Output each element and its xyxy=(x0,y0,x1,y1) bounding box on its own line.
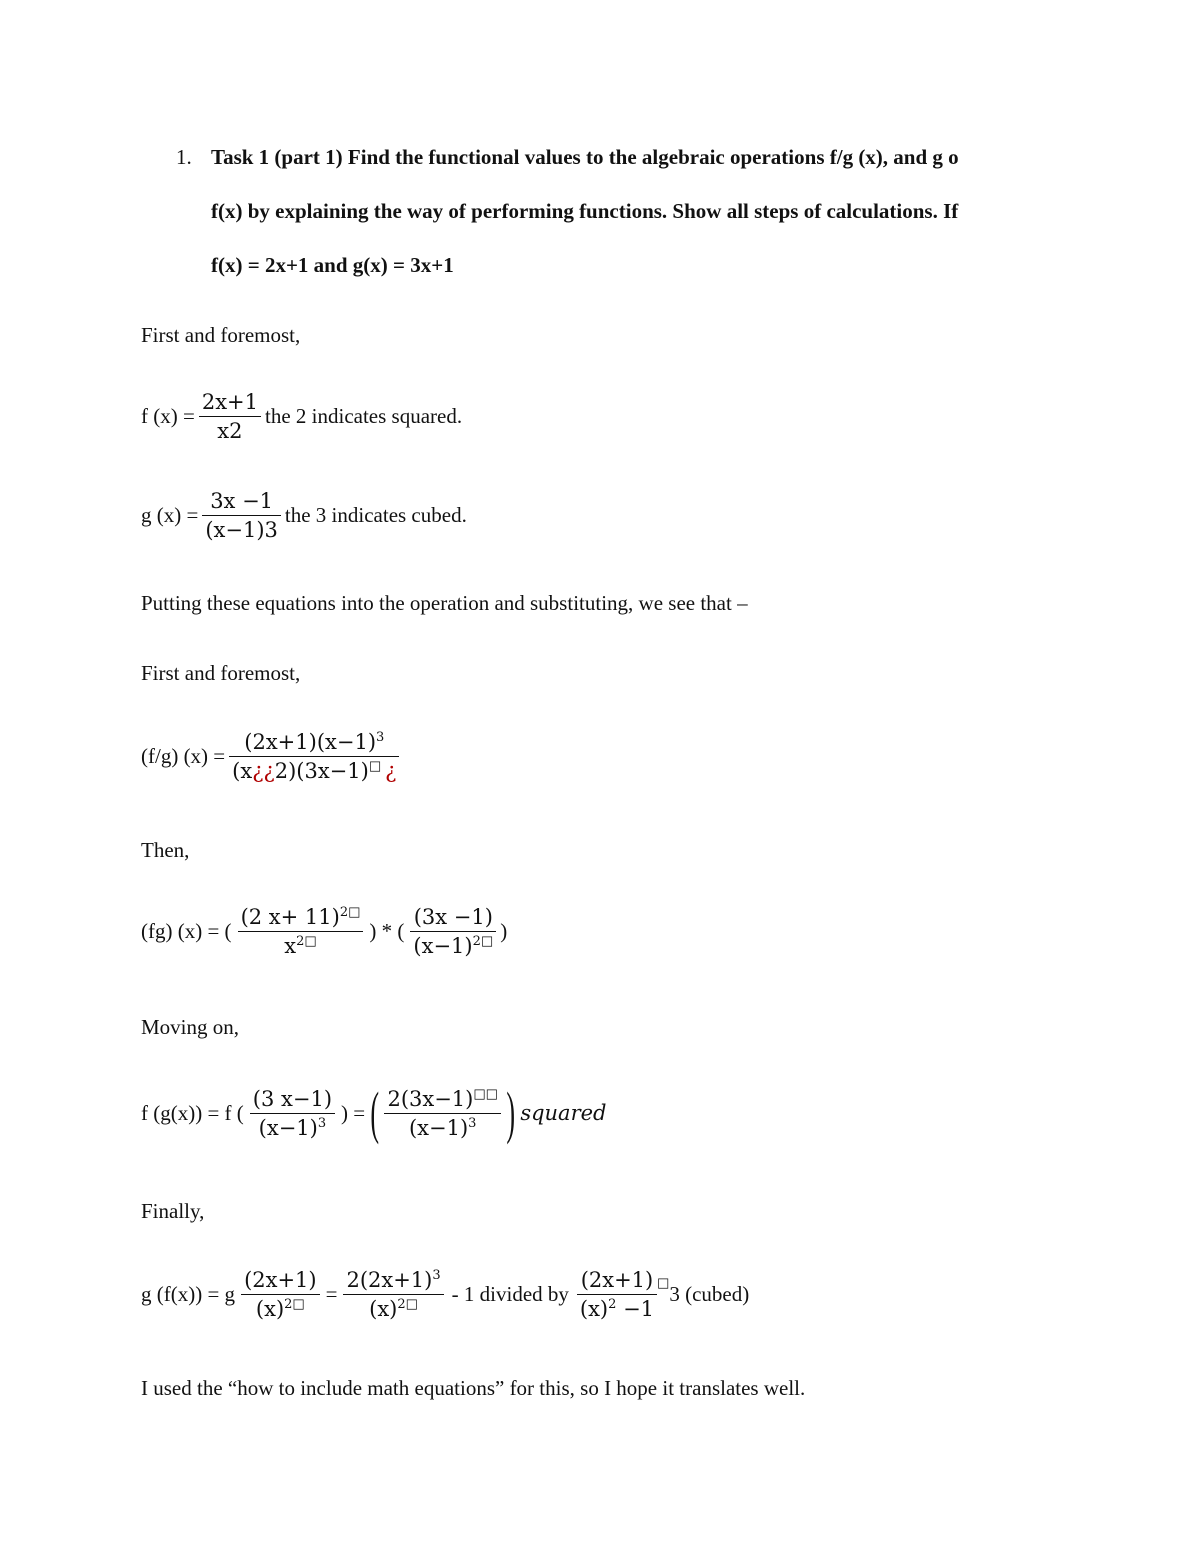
eq-fg-den-1-exponent: 2□ xyxy=(296,934,317,949)
eq-f-lhs: f (x) = xyxy=(141,404,195,428)
eq-fdivg-den-b: 2)(3x−1) xyxy=(274,759,369,783)
eq-fdivg-num-exponent: 3 xyxy=(376,730,385,745)
eq-fg-fraction-2 xyxy=(410,905,496,958)
eq-gof-den-3-text: (x) xyxy=(579,1297,609,1321)
eq-fog-lhs: f (g(x)) = f ( xyxy=(141,1100,244,1125)
eq-gof-equals: = xyxy=(325,1282,338,1306)
equation-fg-product xyxy=(141,905,507,958)
eq-f-denominator: x2 xyxy=(217,419,243,443)
eq-fg-num-1-exponent: 2□ xyxy=(339,905,361,920)
list-number: 1. xyxy=(176,145,192,169)
eq-fg-num-1-text: (2 x+ 11) xyxy=(240,905,340,929)
equation-f xyxy=(141,390,462,443)
eq-fog-num-2-exponent: □□ xyxy=(473,1086,498,1102)
equation-g-of-f xyxy=(141,1268,749,1321)
eq-f-fraction xyxy=(199,390,261,443)
eq-gof-num-2-text: 2(2x+1) xyxy=(346,1268,433,1292)
eq-g-numerator: 3x −1 xyxy=(202,489,281,516)
eq-fog-squared: squared xyxy=(520,1101,607,1125)
eq-g-denominator: (x−1)3 xyxy=(205,518,278,542)
eq-fdivg-numerator xyxy=(229,730,399,757)
eq-fg-den-2-exponent: 2□ xyxy=(472,934,494,949)
eq-fg-den-2-text: (x−1) xyxy=(413,934,473,958)
eq-g-lhs: g (x) = xyxy=(141,503,199,527)
paragraph-putting: Putting these equations into the operation and substituting, we see that – xyxy=(141,591,748,615)
eq-gof-num-3: (2x+1) xyxy=(577,1268,657,1295)
eq-fog-num-1: (3 x−1) xyxy=(250,1087,335,1114)
eq-fog-den-1-text: (x−1) xyxy=(258,1115,318,1140)
eq-fog-den-1-exponent: 3 xyxy=(317,1115,327,1131)
eq-gof-den-2-text: (x) xyxy=(369,1297,398,1321)
eq-fdivg-denominator xyxy=(229,757,399,783)
eq-fog-mid: ) = xyxy=(341,1100,366,1125)
eq-g-fraction xyxy=(202,489,281,542)
paragraph-finally: Finally, xyxy=(141,1199,205,1223)
eq-fg-lhs: (fg) (x) = ( xyxy=(141,919,232,943)
equation-f-of-g xyxy=(141,1080,607,1145)
eq-fdivg-num-text: (2x+1)(x−1) xyxy=(244,730,377,754)
task-line-1: Task 1 (part 1) Find the functional values to the algebraic operations f/g (x), and g o xyxy=(211,145,959,169)
right-paren-icon: ) xyxy=(506,1080,515,1145)
paragraph-first-and-foremost-1: First and foremost, xyxy=(141,323,301,347)
eq-fog-den-2-exponent: 3 xyxy=(468,1115,477,1131)
eq-fg-end: ) xyxy=(500,919,508,943)
eq-gof-den-2 xyxy=(343,1295,443,1321)
task-line-2: f(x) by explaining the way of performing functions. Show all steps of calculations. If xyxy=(211,199,959,223)
eq-f-note: the 2 indicates squared. xyxy=(265,404,463,428)
eq-gof-den-1 xyxy=(241,1295,320,1321)
eq-fdivg-den-error-end: ¿ xyxy=(385,759,397,783)
eq-fdivg-fraction xyxy=(229,730,399,783)
eq-fg-num-1 xyxy=(238,905,364,932)
eq-gof-den-2-exponent: 2□ xyxy=(397,1297,418,1312)
eq-fdivg-lhs: (f/g) (x) = xyxy=(141,744,226,768)
eq-gof-den-1-exponent: 2□ xyxy=(284,1297,305,1312)
eq-gof-mid: - 1 divided by xyxy=(451,1282,569,1306)
paragraph-first-and-foremost-2: First and foremost, xyxy=(141,661,301,685)
eq-fog-den-2 xyxy=(384,1114,501,1140)
eq-gof-box: □ xyxy=(657,1276,670,1291)
equation-f-div-g xyxy=(141,730,399,783)
paragraph-then: Then, xyxy=(141,838,190,862)
eq-g-note: the 3 indicates cubed. xyxy=(284,503,467,527)
eq-fog-fraction-1 xyxy=(250,1087,335,1140)
eq-f-numerator: 2x+1 xyxy=(199,390,261,417)
eq-gof-fraction-1 xyxy=(241,1268,320,1321)
eq-fg-mid: ) * ( xyxy=(369,919,405,943)
eq-gof-den-3-exponent: 2 xyxy=(608,1297,617,1312)
task-line-3: f(x) = 2x+1 and g(x) = 3x+1 xyxy=(211,253,454,277)
paragraph-moving-on: Moving on, xyxy=(141,1015,240,1039)
eq-gof-end: 3 (cubed) xyxy=(669,1282,750,1306)
eq-gof-fraction-2 xyxy=(343,1268,443,1321)
paragraph-closing: I used the “how to include math equations” for this, so I hope it translates well. xyxy=(141,1376,806,1400)
eq-gof-den-3 xyxy=(577,1295,657,1321)
eq-gof-den-3-tail: −1 xyxy=(616,1297,655,1321)
eq-gof-fraction-3 xyxy=(577,1268,657,1321)
eq-fog-fraction-2 xyxy=(384,1087,501,1140)
eq-fdivg-den-error: ¿¿ xyxy=(252,759,275,783)
eq-fg-den-2 xyxy=(410,932,496,958)
eq-fdivg-den-box: □ xyxy=(368,759,382,774)
eq-fog-num-2-text: 2(3x−1) xyxy=(387,1086,474,1111)
eq-fdivg-den-a: (x xyxy=(232,759,253,783)
eq-fg-num-2: (3x −1) xyxy=(410,905,496,932)
eq-gof-num-2 xyxy=(343,1268,443,1295)
eq-fg-fraction-1 xyxy=(238,905,364,958)
eq-gof-den-1-text: (x) xyxy=(255,1297,285,1321)
eq-gof-lhs: g (f(x)) = g xyxy=(141,1282,236,1306)
left-paren-icon: ( xyxy=(370,1080,380,1145)
eq-fog-den-1 xyxy=(250,1114,335,1140)
eq-fog-den-2-text: (x−1) xyxy=(408,1115,469,1140)
equation-g xyxy=(141,489,467,542)
eq-gof-num-2-exponent: 3 xyxy=(432,1268,441,1283)
eq-fg-den-1 xyxy=(238,932,364,958)
eq-fg-den-1-text: x xyxy=(284,934,297,958)
eq-gof-num-1: (2x+1) xyxy=(241,1268,320,1295)
eq-fog-num-2 xyxy=(384,1087,501,1114)
